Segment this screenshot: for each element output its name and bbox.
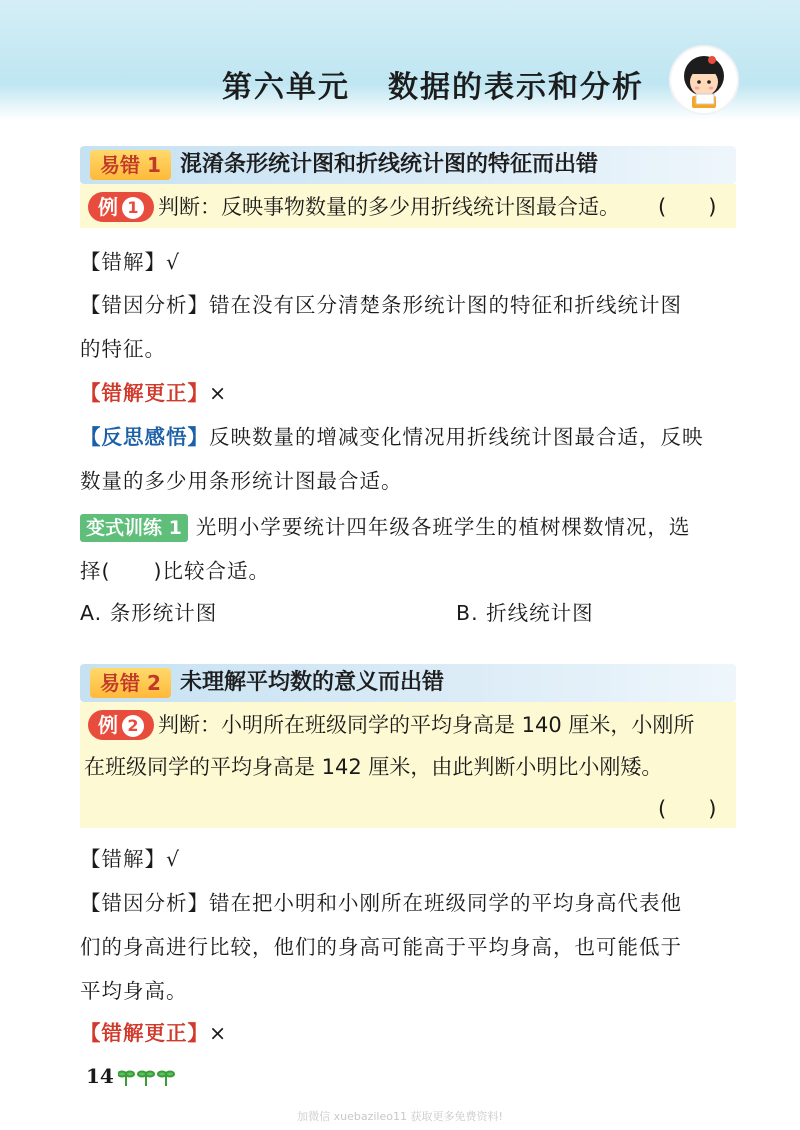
sprouts-icon (118, 1066, 178, 1088)
option-a: A. 条形统计图 (80, 601, 218, 625)
example-2-number: 2 (122, 715, 144, 737)
example-1-box (80, 184, 736, 228)
girl-reading-illustration (668, 44, 740, 116)
footer-watermark: 加微信 xuebazileo11 获取更多免费资料! (297, 1110, 503, 1123)
example-2-box (80, 702, 736, 828)
practice-1-tag: 变式训练 1 (80, 514, 188, 542)
analysis-2-line-2: 们的身高进行比较，他们的身高可能高于平均身高，也可能低于 (80, 935, 682, 959)
unit-number: 第六单元 (222, 70, 350, 105)
practice-1-line-2: 择( )比较合适。 (80, 559, 270, 583)
wrong-answer-1: 【错解】√ (80, 250, 181, 274)
example-1-badge: 例 1 (88, 192, 154, 222)
correction-2: 【错解更正】× (80, 1021, 228, 1045)
mistake-1-title: 混淆条形统计图和折线统计图的特征而出错 (180, 152, 599, 177)
example-2-badge: 例 2 (88, 710, 154, 740)
page-number: 14 (86, 1064, 114, 1088)
reflection-1-line-1: 【反思感悟】反映数量的增减变化情况用折线统计图最合适，反映 (80, 425, 704, 449)
analysis-1-line-2: 的特征。 (80, 337, 166, 361)
unit-topic: 数据的表示和分析 (388, 70, 644, 105)
correction-1: 【错解更正】× (80, 381, 228, 405)
example-2-line-2: 在班级同学的平均身高是 142 厘米，由此判断小明比小刚矮。 (84, 755, 663, 779)
mistake-1-header (80, 146, 736, 184)
unit-title (222, 62, 644, 106)
analysis-2-line-1: 【错因分析】错在把小明和小刚所在班级同学的平均身高代表他 (80, 891, 682, 915)
mistake-2-title: 未理解平均数的意义而出错 (180, 670, 445, 695)
example-1-number: 1 (122, 197, 144, 219)
mistake-2-header (80, 664, 736, 702)
option-b: B. 折线统计图 (456, 601, 594, 625)
example-1-answer-paren: ( ) (658, 195, 717, 219)
example-2-line-1: 判断：小明所在班级同学的平均身高是 140 厘米，小刚所 (158, 713, 695, 737)
mistake-2-tag: 易错 2 (90, 668, 171, 698)
reflection-1-line-2: 数量的多少用条形统计图最合适。 (80, 469, 403, 493)
example-1-text: 判断：反映事物数量的多少用折线统计图最合适。 (158, 195, 620, 219)
analysis-2-line-3: 平均身高。 (80, 979, 188, 1003)
example-2-answer-paren: ( ) (658, 797, 717, 821)
analysis-1-line-1: 【错因分析】错在没有区分清楚条形统计图的特征和折线统计图 (80, 293, 682, 317)
header-banner (0, 0, 800, 120)
wrong-answer-2: 【错解】√ (80, 847, 181, 871)
mistake-1-tag: 易错 1 (90, 150, 171, 180)
practice-1-line-1: 变式训练 1 光明小学要统计四年级各班学生的植树棵数情况，选 (80, 512, 690, 542)
